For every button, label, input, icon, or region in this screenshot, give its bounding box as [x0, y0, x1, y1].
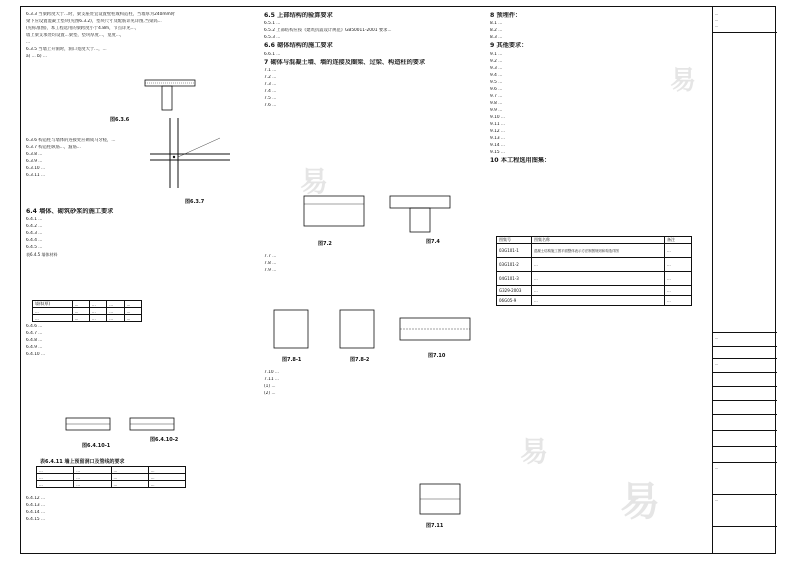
title-label: ... [715, 498, 719, 502]
note-line: 6.4.10 ... [26, 351, 46, 357]
column-2-e [264, 370, 480, 398]
column-2-d [264, 254, 480, 275]
table-cell: ... [72, 301, 89, 308]
table-row [33, 301, 142, 308]
figure-caption: 图7.8-2 [350, 357, 370, 363]
note-line: 7.6 ... [264, 103, 277, 109]
note-line: 6.5.3 ... [264, 35, 281, 41]
table-header-cell: 图集号 [497, 237, 532, 244]
detail-figure [140, 72, 200, 112]
table-cell: 混凝土结构施工图平面整体表示方法制图规则和构造详图 [532, 244, 665, 258]
table-cell: ... [107, 308, 124, 315]
table-cell: 03G101-2 [497, 258, 532, 272]
table-cell: ... [124, 301, 141, 308]
table-cell: ... [89, 315, 106, 322]
detail-drawing [140, 72, 200, 112]
column-2 [264, 12, 480, 110]
table-cell: ... [111, 481, 148, 488]
table-cell: ... [74, 481, 111, 488]
table-row [37, 467, 186, 474]
column-1 [26, 12, 254, 61]
note-line: 7.9 ... [264, 267, 277, 273]
note-line: 6.4.8 ... [26, 337, 43, 343]
note-line: 9.5 ... [490, 79, 503, 85]
note-line: 6.3.7 构造柱纵筋...，箍筋... [26, 144, 81, 150]
title-divider [713, 346, 777, 347]
note-line: 9.12 ... [490, 128, 506, 134]
note-line: (2) ... [264, 390, 276, 396]
detail-drawing [410, 480, 470, 520]
note-line: ... [26, 39, 31, 45]
note-line: 9.6 ... [490, 86, 503, 92]
note-line: 9.4 ... [490, 72, 503, 78]
table-cell: ... [665, 244, 692, 258]
note-line: 9.13 ... [490, 135, 506, 141]
table-cell: ... [532, 286, 665, 296]
figure-caption: 图7.8-1 [282, 357, 302, 363]
title-divider [713, 494, 777, 495]
detail-figure [410, 480, 470, 520]
note-line: 6.4.12 ... [26, 496, 46, 501]
detail-figure [150, 118, 230, 188]
note-line: a) ... b) ... [26, 53, 48, 59]
table-cell: ... [665, 296, 692, 306]
title-label: ... [715, 362, 719, 366]
title-divider [713, 414, 777, 415]
table-cell: ... [33, 315, 73, 322]
note-line: 6.4.5 ... [26, 245, 43, 251]
table-cell: ... [148, 481, 185, 488]
figure-caption: 图7.11 [426, 523, 444, 529]
table-cell: ... [74, 474, 111, 481]
note-line: 8.1 ... [490, 21, 503, 27]
table-row [37, 481, 186, 488]
table-cell: ... [37, 474, 74, 481]
table-cell: ... [532, 296, 665, 306]
column-1-d [26, 324, 256, 359]
figure-caption: 图7.2 [318, 241, 332, 247]
title-note: ... [715, 18, 719, 22]
table-row [497, 272, 692, 286]
table-header-cell: 图集名称 [532, 237, 665, 244]
table-cell: ... [72, 308, 89, 315]
note-line: 6.4.4 ... [26, 238, 43, 244]
title-divider [713, 526, 777, 527]
note-line: 6.3.6 构造柱与墙体的连接处应砌成马牙槎，... [26, 138, 116, 143]
title-divider [713, 400, 777, 401]
table-cell: ... [33, 308, 73, 315]
column-1-b [26, 138, 148, 180]
note-line: 6.4.13 ... [26, 502, 46, 508]
table-row [33, 315, 142, 322]
note-line: 墙上梁支承处均设置...梁垫，垫块厚度...，宽度...， [26, 32, 125, 38]
section-heading: 7 砌体与混凝土墙、墙的连接及圈梁、过梁、构造柱的要求 [264, 58, 426, 66]
note-line: 6.3.9 ... [26, 158, 43, 164]
note-line: 6.4.15 ... [26, 516, 46, 522]
table-cell: ... [148, 467, 185, 474]
table-cell: 06G05-9 [497, 296, 532, 306]
note-line: 9.14 ... [490, 142, 506, 148]
note-line: 7.8 ... [264, 260, 277, 266]
column-3 [490, 12, 702, 166]
table-cell: ... [665, 286, 692, 296]
note-line: 9.3 ... [490, 65, 503, 71]
note-line: 9.15 ... [490, 149, 506, 155]
table-cell: 03G101-1 [497, 244, 532, 258]
note-line: 9.10 ... [490, 114, 506, 120]
note-line: 7.2 ... [264, 75, 277, 81]
section-heading: 10 本工程选用图集： [490, 156, 551, 164]
note-line: 6.5.2 上部结构应按《建筑抗震设计规范》GB50011-2001 要求... [264, 28, 392, 34]
detail-figure [300, 186, 460, 236]
note-line: 6.4.3 ... [26, 231, 43, 237]
figure-caption: 图6.4.10-1 [82, 443, 111, 449]
note-line: 6.3.8 ... [26, 151, 43, 157]
note-line: 9.9 ... [490, 107, 503, 113]
detail-drawing [300, 186, 460, 236]
note-line: 8.3 ... [490, 35, 503, 41]
table-cell: ... [111, 467, 148, 474]
table-cell: ... [72, 315, 89, 322]
note-line: 6.5.1 ... [264, 21, 281, 27]
table-row [37, 474, 186, 481]
note-line: 9.8 ... [490, 100, 503, 106]
table-header-cell: 备注 [665, 237, 692, 244]
title-note: ... [715, 24, 719, 28]
table-cell: ... [37, 481, 74, 488]
note-line: 7.3 ... [264, 82, 277, 88]
note-line: 6.4.6 ... [26, 324, 43, 329]
table-row [497, 258, 692, 272]
note-line: 6.4.7 ... [26, 330, 43, 336]
detail-figure [270, 304, 480, 354]
watermark: 易 [520, 435, 549, 468]
note-line: 6.4.1 ... [26, 217, 43, 223]
figure-caption: 图6.3.7 [185, 199, 205, 205]
table-cell: ... [74, 467, 111, 474]
note-line: 7.7 ... [264, 254, 277, 259]
note-line: 6.3.3 当梁跨度大于...时，梁支座处宜设置壁柱或构造柱，当墙厚为240mm时 [26, 12, 175, 17]
title-label: ... [715, 466, 719, 470]
table-title: 表6.4.11 墙上预留洞口及管线的要求 [40, 459, 125, 465]
atlas-table [496, 236, 692, 306]
detail-drawing [150, 118, 230, 188]
title-divider [713, 32, 777, 33]
title-divider [713, 332, 777, 333]
table-cell: ... [532, 272, 665, 286]
title-divider [713, 386, 777, 387]
table-cell: ... [111, 474, 148, 481]
table-cell: ... [89, 301, 106, 308]
table-cell: ... [37, 467, 74, 474]
table-cell: ... [124, 308, 141, 315]
section-heading: 6.5 上部结构的验算要求 [264, 12, 333, 19]
figure-caption: 图6.3.6 [110, 117, 130, 123]
title-divider [713, 446, 777, 447]
note-line: 7.5 ... [264, 96, 277, 102]
table-cell: ... [107, 315, 124, 322]
detail-drawing [270, 304, 480, 354]
note-line: 9.11 ... [490, 121, 506, 127]
watermark: 易 [300, 165, 329, 198]
note-line: 6.3.10 ... [26, 165, 46, 171]
figure-caption: 图7.10 [428, 353, 446, 359]
note-line: 9.2 ... [490, 58, 503, 64]
note-line: 7.4 ... [264, 89, 277, 95]
title-divider [713, 372, 777, 373]
note-line: 6.4.9 ... [26, 344, 43, 350]
table-cell: 04G101-3 [497, 272, 532, 286]
table-row [497, 286, 692, 296]
note-line: 7.1 ... [264, 68, 277, 74]
note-line: 6.4.14 ... [26, 509, 46, 515]
title-divider [713, 462, 777, 463]
note-line: 6.3.5 当墙上开洞时，洞口宽度大于...，... [26, 46, 107, 52]
note-line: 梁下应设置混凝土垫块(见图6.3.2)，垫块尺寸及配筋详见详图,当梁高... [26, 18, 162, 24]
column-1-e [26, 496, 256, 524]
section-heading: 9 其他要求： [490, 42, 528, 50]
title-divider [713, 430, 777, 431]
note-line: 9.7 ... [490, 93, 503, 99]
table-title: 表6.4.5 墙体材料 [26, 252, 58, 258]
note-line: (见标准图)，本工程选用的梁跨度小于4.8m，节点详见...， [26, 25, 139, 31]
title-label: ... [715, 336, 719, 340]
title-divider [713, 358, 777, 359]
table-cell: G329-2003 [497, 286, 532, 296]
table-cell: ... [148, 474, 185, 481]
note-line: 6.3.11 ... [26, 172, 46, 178]
watermark: 易 [620, 479, 660, 525]
table-header-row [497, 237, 692, 244]
table-row [497, 244, 692, 258]
figure-caption: 图7.4 [426, 239, 440, 245]
material-table [32, 300, 142, 322]
table-cell: ... [124, 315, 141, 322]
table-row [497, 296, 692, 306]
section-heading: 6.6 砌体结构的施工要求 [264, 42, 333, 50]
title-note: ... [715, 12, 719, 16]
table-cell: ... [89, 308, 106, 315]
table-cell: ... [532, 258, 665, 272]
note-line: (1) ... [264, 383, 276, 389]
note-line: 6.4.2 ... [26, 224, 43, 230]
note-line: 7.11 ... [264, 376, 280, 382]
watermark: 易 [670, 66, 697, 96]
section-heading: 8 预埋件： [490, 12, 522, 19]
table-cell: ... [665, 258, 692, 272]
table-cell: ... [107, 301, 124, 308]
table-cell: ... [665, 272, 692, 286]
section-heading: 6.4 墙体、砌筑砂浆的施工要求 [26, 208, 114, 215]
hole-table [36, 466, 186, 488]
title-block [712, 6, 777, 554]
table-row [33, 308, 142, 315]
table-cell: 墙体(厚) [33, 301, 73, 308]
note-line: 6.6.1 ... [264, 51, 281, 57]
note-line: 8.2 ... [490, 28, 503, 34]
note-line: 9.1 ... [490, 51, 503, 57]
figure-caption: 图6.4.10-2 [150, 437, 179, 443]
section-6-4 [26, 208, 256, 259]
note-line: 7.10 ... [264, 370, 280, 375]
